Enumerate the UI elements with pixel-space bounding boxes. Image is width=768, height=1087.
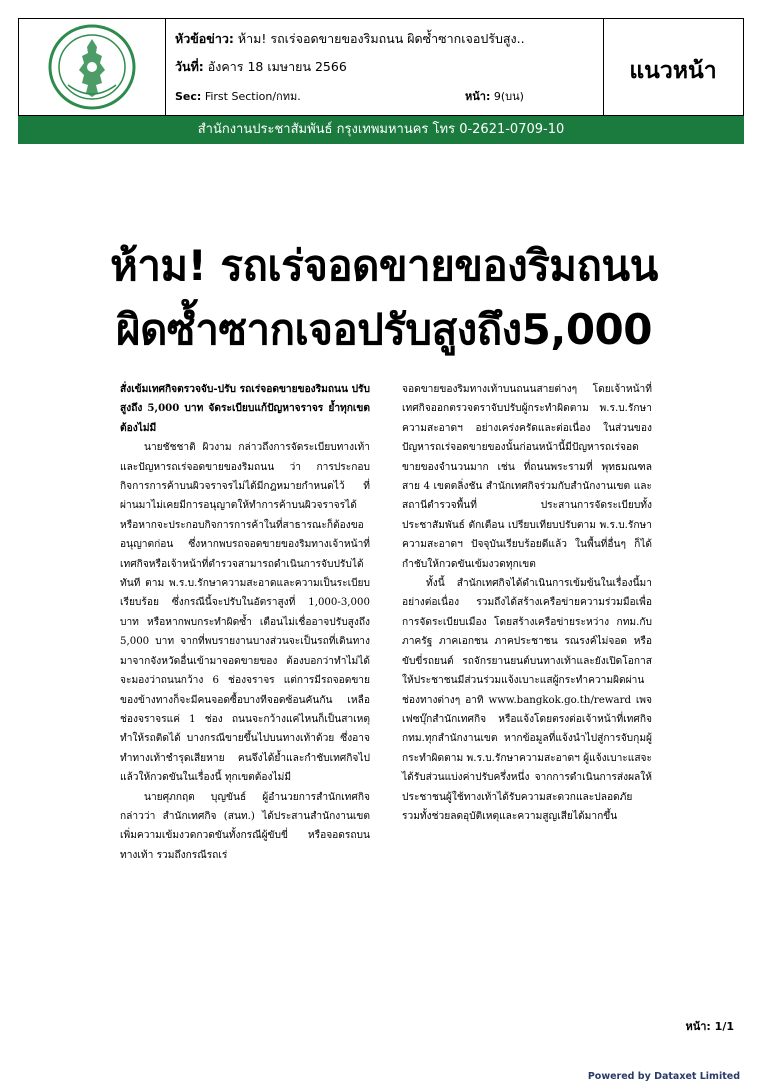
article-title-line-2: ผิดซ้ำซากเจอปรับสูงถึง5,000 <box>116 305 652 354</box>
office-contact-bar: สำนักงานประชาสัมพันธ์ กรุงเทพมหานคร โทร 0-2621-0709-10 <box>18 116 744 144</box>
date-value: อังคาร 18 เมษายน 2566 <box>207 59 347 74</box>
newspaper-name: แนวหน้า <box>629 58 717 84</box>
article-lead: สั่งเข้มเทศกิจตรวจจับ-ปรับ รถเร่จอดขายของริมถนน ปรับสูงถึง 5,000 บาท จัดระเบียบแก้ปัญหาจราจร ย้ำทุกเขตต้องไม่มี <box>120 383 370 434</box>
date-label: วันที่: <box>175 59 204 74</box>
headline-row <box>175 29 525 49</box>
powered-by: Powered by Dataxet Limited <box>587 1071 740 1082</box>
headline-value: ห้าม! รถเร่จอดขายของริมถนน ผิดซ้ำซากเจอปรับสูง.. <box>237 31 525 46</box>
article-paragraph: จอดขายของริมทางเท้าบนถนนสายต่างๆ โดยเจ้าหน้าที่เทศกิจออกตรวจตราจับปรับผู้กระทำผิดตาม พ.ร.บ.รักษาความสะอาดฯ อย่างเคร่งครัดและต่อเนื่อง ในส่วนของปัญหารถเร่จอดขายของนั้นก่อนหน้านี้มีปัญหารถเร่จอดขายของจำนวนมาก เช่น ที่ถนนพระรามที่ พุทธมณฑล สาย 4 เขตตลิ่งชัน สำนักเทศกิจร่วมกับสำนักงานเขต และสถานีตำรวจพื้นที่ ประสานการจัดระเบียบทั้งประชาสัมพันธ์ ตักเตือน เปรียบเทียบปรับตาม พ.ร.บ.รักษาความสะอาดฯ ปัจจุบันเรียบร้อยดีแล้ว ในพื้นที่อื่นๆ ก็ได้กำชับให้กวดขันเข้มงวดทุกเขต <box>402 384 652 570</box>
article-title-line-1: ห้าม! รถเร่จอดขายของริมถนน <box>110 241 658 290</box>
article-paragraph: ทั้งนี้ สำนักเทศกิจได้ดำเนินการเข้มข้นในเรื่องนี้มาอย่างต่อเนื่อง รวมถึงได้สร้างเครือข่ายความร่วมมือเพื่อการจัดระเบียบเมือง โดยสร้างเครือข่ายระหว่าง กทม.กับภาครัฐ ภาคเอกชน ภาคประชาชน รณรงค์ไม่จอด หรือขับขี่รถยนต์ รถจักรยานยนต์บนทางเท้าและยังเปิดโอกาสให้ประชาชนมีส่วนร่วมแจ้งเบาะแสผู้กระทำความผิดผ่านช่องทางต่างๆ อาทิ www.bangkok.go.th/reward เพจเฟซบุ๊กสำนักเทศกิจ หรือแจ้งโดยตรงต่อเจ้าหน้าที่เทศกิจ กทม.ทุกสำนักงานเขต หากข้อมูลที่แจ้งนำไปสู่การจับกุมผู้กระทำผิดตาม พ.ร.บ.รักษาความสะอาดฯ ผู้แจ้งเบาะแสจะได้รับส่วนแบ่งค่าปรับครึ่งหนึ่ง จากการดำเนินการส่งผลให้ประชาชนผู้ใช้ทางเท้าได้รับความสะดวกและปลอดภัย รวมทั้งช่วยลดอุบัติเหตุและความสูญเสียได้มากขึ้น <box>402 578 652 822</box>
clipping-header <box>18 18 744 116</box>
logo-cell <box>19 19 166 115</box>
sec-value: First Section/กทม. <box>204 90 301 103</box>
bangkok-seal-icon <box>46 23 138 111</box>
newspaper-name-cell <box>603 19 743 115</box>
clipping-info <box>165 19 604 115</box>
page-count: หน้า: 1/1 <box>685 1020 734 1033</box>
page-label: หน้า: <box>465 90 491 103</box>
page-value: 9(บน) <box>493 90 524 103</box>
date-row <box>175 57 347 77</box>
article-paragraph: นายชัชชาติ ผิวงาม กล่าวถึงการจัดระเบียบทางเท้าและปัญหารถเร่จอดขายของริมถนน ว่า การประกอบกิจการการค้าบนผิวจราจรไม่ได้มีกฎหมายกำหนดไว้ ที่ผ่านมาไม่เคยมีการอนุญาตให้ทำการค้าบนผิวจราจรได้ หรือหากจะประกอบกิจการการค้าในที่สาธารณะก็ต้องขออนุญาตก่อน ซึ่งหากพบรถจอดขายของริมทางเจ้าหน้าที่เทศกิจหรือเจ้าหน้าที่ตำรวจสามารถดำเนินการจับปรับได้ทันที ตาม พ.ร.บ.รักษาความสะอาดและความเป็นระเบียบเรียบร้อย ซึ่งกรณีนี้จะปรับในอัตราสูงที่ 1,000-3,000 บาท หรือหากพบกระทำผิดซ้ำ เตือนไม่เชื่ออาจปรับสูงถึง 5,000 บาท จากที่พบรายงานบางส่วนจะเป็นรถที่เดินทางมาจากจังหวัดอื่นเข้ามาจอดขายของ ต้องบอกว่าทำไม่ได้ จะมองว่าถนนกว้าง 6 ช่องจราจร แต่การมีรถจอดขายของข้างทางก็จะมีคนจอดซื้อบางทีจอดซ้อนคันกัน เหลือช่องจราจรแค่ 1 ช่อง ถนนจะกว้างแค่ไหนก็เป็นสาเหตุทำให้รถติดได้ บางกรณีขายขึ้นไปบนทางเท้าด้วย ซึ่งอาจทำทางเท้าชำรุดเสียหาย คนจึงได้ย้ำและกำชับเทศกิจไปแล้วให้กวดขันในเรื่องนี้ ทุกเขตต้องไม่มี <box>120 442 370 784</box>
sec-row <box>175 87 301 105</box>
article-column-2 <box>402 380 652 826</box>
headline-label: หัวข้อข่าว: <box>175 31 234 46</box>
page-row <box>465 87 524 105</box>
article-column-1 <box>120 380 370 865</box>
sec-label: Sec: <box>175 90 202 103</box>
article-paragraph: นายศุภกฤต บุญขันธ์ ผู้อำนวยการสำนักเทศกิจ กล่าวว่า สำนักเทศกิจ (สนท.) ได้ประสานสำนักงานเขตเพิ่มความเข้มงวดกวดขันทั้งกรณีผู้ขับขี่ หรือจอดรถบนทางเท้า รวมถึงกรณีรถเร่ <box>120 791 370 861</box>
